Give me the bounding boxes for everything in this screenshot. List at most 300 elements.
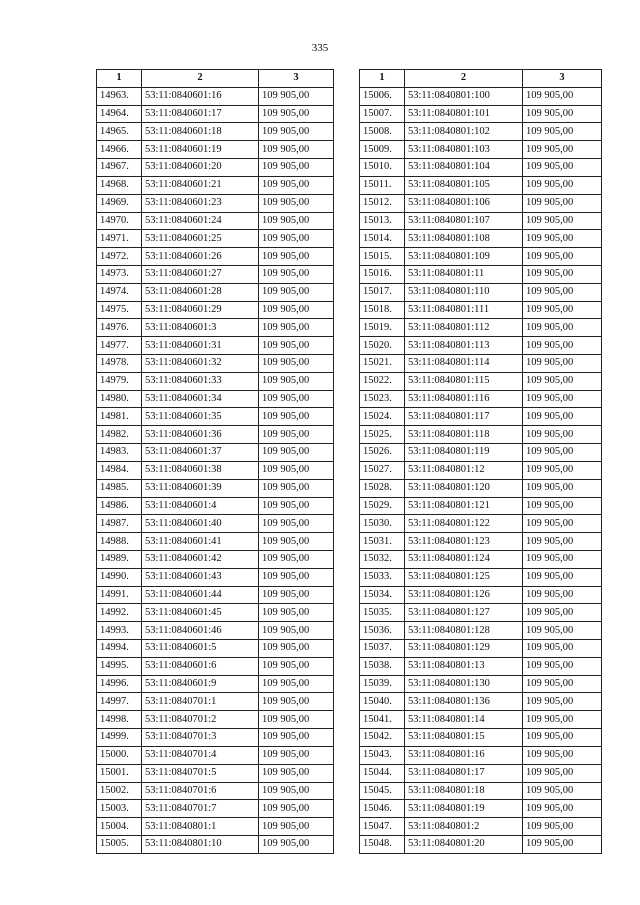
row-number: 15047.	[360, 818, 405, 836]
cadastral-number: 53:11:0840801:121	[405, 497, 523, 515]
cadastral-number: 53:11:0840801:20	[405, 835, 523, 853]
table-row	[360, 657, 602, 675]
cadastral-number: 53:11:0840801:1	[142, 818, 259, 836]
row-number: 15020.	[360, 337, 405, 355]
row-number: 15038.	[360, 657, 405, 675]
cadastral-value: 109 905,00	[259, 105, 334, 123]
table-row	[360, 729, 602, 747]
table-row	[360, 746, 602, 764]
cadastral-number: 53:11:0840801:109	[405, 248, 523, 266]
row-number: 14966.	[97, 141, 142, 159]
cadastral-number: 53:11:0840601:20	[142, 159, 259, 177]
row-number: 15016.	[360, 265, 405, 283]
table-row	[97, 515, 334, 533]
cadastral-number: 53:11:0840801:125	[405, 568, 523, 586]
row-number: 15018.	[360, 301, 405, 319]
table-row	[360, 461, 602, 479]
row-number: 14971.	[97, 230, 142, 248]
row-number: 15014.	[360, 230, 405, 248]
cadastral-value: 109 905,00	[523, 568, 602, 586]
row-number: 15042.	[360, 729, 405, 747]
cadastral-value: 109 905,00	[259, 586, 334, 604]
cadastral-number: 53:11:0840601:42	[142, 550, 259, 568]
cadastral-value: 109 905,00	[523, 497, 602, 515]
cadastral-value: 109 905,00	[523, 746, 602, 764]
cadastral-value: 109 905,00	[523, 586, 602, 604]
cadastral-value: 109 905,00	[259, 835, 334, 853]
row-number: 15003.	[97, 800, 142, 818]
column-header-number: 1	[97, 70, 142, 88]
cadastral-number: 53:11:0840601:33	[142, 372, 259, 390]
cadastral-number: 53:11:0840601:34	[142, 390, 259, 408]
cadastral-number: 53:11:0840601:16	[142, 87, 259, 105]
row-number: 15005.	[97, 835, 142, 853]
cadastral-value: 109 905,00	[523, 675, 602, 693]
row-number: 15027.	[360, 461, 405, 479]
row-number: 14998.	[97, 711, 142, 729]
cadastral-number: 53:11:0840801:119	[405, 444, 523, 462]
cadastral-value: 109 905,00	[523, 337, 602, 355]
cadastral-value: 109 905,00	[523, 604, 602, 622]
cadastral-value: 109 905,00	[259, 604, 334, 622]
row-number: 15031.	[360, 533, 405, 551]
cadastral-number: 53:11:0840601:26	[142, 248, 259, 266]
table-row	[360, 105, 602, 123]
cadastral-value: 109 905,00	[523, 248, 602, 266]
cadastral-value: 109 905,00	[259, 248, 334, 266]
table-row	[97, 87, 334, 105]
table-row	[360, 283, 602, 301]
cadastral-number: 53:11:0840601:41	[142, 533, 259, 551]
row-number: 14965.	[97, 123, 142, 141]
cadastral-number: 53:11:0840801:124	[405, 550, 523, 568]
table-row	[97, 301, 334, 319]
row-number: 14993.	[97, 622, 142, 640]
row-number: 15036.	[360, 622, 405, 640]
table-row	[360, 622, 602, 640]
cadastral-number: 53:11:0840801:112	[405, 319, 523, 337]
cadastral-value: 109 905,00	[259, 550, 334, 568]
row-number: 14979.	[97, 372, 142, 390]
table-row	[360, 87, 602, 105]
table-row	[97, 818, 334, 836]
table-row	[97, 550, 334, 568]
table-row	[97, 372, 334, 390]
table-row	[360, 176, 602, 194]
row-number: 15001.	[97, 764, 142, 782]
cadastral-value: 109 905,00	[523, 657, 602, 675]
row-number: 15012.	[360, 194, 405, 212]
row-number: 14964.	[97, 105, 142, 123]
cadastral-value: 109 905,00	[259, 141, 334, 159]
row-number: 14982.	[97, 426, 142, 444]
table-row	[360, 693, 602, 711]
cadastral-value: 109 905,00	[523, 176, 602, 194]
table-row	[97, 141, 334, 159]
table-row	[97, 265, 334, 283]
cadastral-number: 53:11:0840801:105	[405, 176, 523, 194]
cadastral-value: 109 905,00	[259, 461, 334, 479]
cadastral-value: 109 905,00	[523, 782, 602, 800]
cadastral-value: 109 905,00	[259, 800, 334, 818]
cadastral-number: 53:11:0840801:129	[405, 640, 523, 658]
cadastral-number: 53:11:0840601:37	[142, 444, 259, 462]
column-header-value: 3	[523, 70, 602, 88]
cadastral-number: 53:11:0840801:11	[405, 265, 523, 283]
table-row	[360, 550, 602, 568]
row-number: 15044.	[360, 764, 405, 782]
cadastral-number: 53:11:0840801:18	[405, 782, 523, 800]
cadastral-number: 53:11:0840701:7	[142, 800, 259, 818]
row-number: 14985.	[97, 479, 142, 497]
cadastral-number: 53:11:0840801:120	[405, 479, 523, 497]
row-number: 15013.	[360, 212, 405, 230]
row-number: 15004.	[97, 818, 142, 836]
table-row	[97, 835, 334, 853]
cadastral-number: 53:11:0840801:118	[405, 426, 523, 444]
table-row	[97, 604, 334, 622]
row-number: 15033.	[360, 568, 405, 586]
cadastral-value: 109 905,00	[259, 408, 334, 426]
table-row	[360, 194, 602, 212]
table-row	[97, 123, 334, 141]
cadastral-value: 109 905,00	[259, 515, 334, 533]
cadastral-value: 109 905,00	[259, 640, 334, 658]
table-row	[360, 444, 602, 462]
row-number: 15034.	[360, 586, 405, 604]
table-row	[360, 355, 602, 373]
cadastral-number: 53:11:0840801:100	[405, 87, 523, 105]
cadastral-number: 53:11:0840601:28	[142, 283, 259, 301]
row-number: 15007.	[360, 105, 405, 123]
row-number: 14978.	[97, 355, 142, 373]
table-row	[97, 461, 334, 479]
cadastral-number: 53:11:0840601:27	[142, 265, 259, 283]
cadastral-value: 109 905,00	[259, 194, 334, 212]
table-row	[360, 568, 602, 586]
table-row	[360, 301, 602, 319]
table-row	[97, 800, 334, 818]
column-header-number: 1	[360, 70, 405, 88]
table-row	[360, 604, 602, 622]
cadastral-number: 53:11:0840801:123	[405, 533, 523, 551]
cadastral-value: 109 905,00	[523, 87, 602, 105]
cadastral-value: 109 905,00	[259, 230, 334, 248]
cadastral-value: 109 905,00	[259, 729, 334, 747]
row-number: 15035.	[360, 604, 405, 622]
cadastral-number: 53:11:0840801:104	[405, 159, 523, 177]
table-row	[360, 675, 602, 693]
cadastral-number: 53:11:0840801:101	[405, 105, 523, 123]
row-number: 15025.	[360, 426, 405, 444]
cadastral-number: 53:11:0840801:19	[405, 800, 523, 818]
cadastral-value: 109 905,00	[259, 444, 334, 462]
cadastral-value: 109 905,00	[259, 764, 334, 782]
cadastral-value: 109 905,00	[523, 372, 602, 390]
row-number: 14963.	[97, 87, 142, 105]
cadastral-value: 109 905,00	[523, 212, 602, 230]
cadastral-value: 109 905,00	[259, 355, 334, 373]
cadastral-value: 109 905,00	[259, 693, 334, 711]
table-row	[97, 337, 334, 355]
cadastral-value: 109 905,00	[259, 319, 334, 337]
cadastral-value: 109 905,00	[259, 212, 334, 230]
cadastral-number: 53:11:0840601:35	[142, 408, 259, 426]
table-row	[97, 640, 334, 658]
cadastral-number: 53:11:0840601:36	[142, 426, 259, 444]
cadastral-number: 53:11:0840601:39	[142, 479, 259, 497]
table-row	[360, 265, 602, 283]
cadastral-value: 109 905,00	[523, 711, 602, 729]
cadastral-value: 109 905,00	[259, 372, 334, 390]
cadastral-number: 53:11:0840801:110	[405, 283, 523, 301]
cadastral-value: 109 905,00	[523, 230, 602, 248]
cadastral-number: 53:11:0840601:25	[142, 230, 259, 248]
cadastral-number: 53:11:0840801:14	[405, 711, 523, 729]
cadastral-number: 53:11:0840601:21	[142, 176, 259, 194]
table-row	[97, 105, 334, 123]
table-row	[97, 230, 334, 248]
row-number: 14991.	[97, 586, 142, 604]
cadastral-number: 53:11:0840801:115	[405, 372, 523, 390]
table-row	[97, 176, 334, 194]
cadastral-number: 53:11:0840601:23	[142, 194, 259, 212]
cadastral-number: 53:11:0840601:4	[142, 497, 259, 515]
row-number: 15008.	[360, 123, 405, 141]
cadastral-value: 109 905,00	[523, 835, 602, 853]
cadastral-number: 53:11:0840801:2	[405, 818, 523, 836]
row-number: 14975.	[97, 301, 142, 319]
row-number: 14970.	[97, 212, 142, 230]
table-row	[97, 711, 334, 729]
table-row	[360, 764, 602, 782]
cadastral-number: 53:11:0840801:114	[405, 355, 523, 373]
row-number: 14977.	[97, 337, 142, 355]
cadastral-table-left	[96, 69, 334, 854]
table-row	[97, 622, 334, 640]
cadastral-number: 53:11:0840601:5	[142, 640, 259, 658]
table-row	[360, 640, 602, 658]
row-number: 14990.	[97, 568, 142, 586]
row-number: 14980.	[97, 390, 142, 408]
cadastral-number: 53:11:0840601:17	[142, 105, 259, 123]
cadastral-value: 109 905,00	[523, 818, 602, 836]
table-row	[360, 711, 602, 729]
cadastral-value: 109 905,00	[259, 782, 334, 800]
cadastral-value: 109 905,00	[523, 319, 602, 337]
row-number: 14976.	[97, 319, 142, 337]
cadastral-value: 109 905,00	[523, 426, 602, 444]
table-row	[97, 426, 334, 444]
cadastral-number: 53:11:0840801:128	[405, 622, 523, 640]
row-number: 14974.	[97, 283, 142, 301]
cadastral-number: 53:11:0840601:32	[142, 355, 259, 373]
cadastral-value: 109 905,00	[523, 515, 602, 533]
cadastral-value: 109 905,00	[523, 194, 602, 212]
table-row	[360, 212, 602, 230]
cadastral-number: 53:11:0840601:44	[142, 586, 259, 604]
table-row	[360, 835, 602, 853]
table-row	[97, 568, 334, 586]
cadastral-value: 109 905,00	[523, 159, 602, 177]
cadastral-value: 109 905,00	[523, 283, 602, 301]
cadastral-value: 109 905,00	[523, 390, 602, 408]
cadastral-number: 53:11:0840601:43	[142, 568, 259, 586]
row-number: 14992.	[97, 604, 142, 622]
row-number: 15017.	[360, 283, 405, 301]
cadastral-number: 53:11:0840801:113	[405, 337, 523, 355]
cadastral-value: 109 905,00	[523, 265, 602, 283]
cadastral-number: 53:11:0840801:10	[142, 835, 259, 853]
row-number: 14987.	[97, 515, 142, 533]
table-row	[97, 782, 334, 800]
cadastral-value: 109 905,00	[523, 141, 602, 159]
row-number: 15032.	[360, 550, 405, 568]
table-row	[97, 194, 334, 212]
cadastral-value: 109 905,00	[523, 479, 602, 497]
cadastral-value: 109 905,00	[523, 693, 602, 711]
cadastral-value: 109 905,00	[259, 675, 334, 693]
row-number: 15040.	[360, 693, 405, 711]
cadastral-number: 53:11:0840801:111	[405, 301, 523, 319]
cadastral-value: 109 905,00	[523, 764, 602, 782]
table-row	[360, 818, 602, 836]
cadastral-number: 53:11:0840701:5	[142, 764, 259, 782]
cadastral-value: 109 905,00	[523, 729, 602, 747]
table-row	[97, 283, 334, 301]
row-number: 15000.	[97, 746, 142, 764]
cadastral-number: 53:11:0840601:38	[142, 461, 259, 479]
row-number: 14981.	[97, 408, 142, 426]
table-row	[360, 800, 602, 818]
row-number: 14983.	[97, 444, 142, 462]
cadastral-number: 53:11:0840601:29	[142, 301, 259, 319]
cadastral-value: 109 905,00	[523, 105, 602, 123]
cadastral-value: 109 905,00	[259, 497, 334, 515]
table-row	[97, 355, 334, 373]
row-number: 14999.	[97, 729, 142, 747]
cadastral-value: 109 905,00	[259, 426, 334, 444]
cadastral-number: 53:11:0840801:122	[405, 515, 523, 533]
cadastral-number: 53:11:0840601:31	[142, 337, 259, 355]
cadastral-value: 109 905,00	[259, 301, 334, 319]
cadastral-value: 109 905,00	[523, 355, 602, 373]
cadastral-value: 109 905,00	[259, 123, 334, 141]
cadastral-value: 109 905,00	[259, 390, 334, 408]
row-number: 15010.	[360, 159, 405, 177]
cadastral-value: 109 905,00	[259, 818, 334, 836]
cadastral-number: 53:11:0840801:106	[405, 194, 523, 212]
table-row	[97, 764, 334, 782]
table-row	[97, 444, 334, 462]
table-row	[360, 372, 602, 390]
cadastral-value: 109 905,00	[259, 283, 334, 301]
table-row	[360, 141, 602, 159]
cadastral-number: 53:11:0840601:46	[142, 622, 259, 640]
row-number: 15037.	[360, 640, 405, 658]
row-number: 14968.	[97, 176, 142, 194]
cadastral-value: 109 905,00	[523, 123, 602, 141]
table-row	[360, 159, 602, 177]
cadastral-value: 109 905,00	[523, 301, 602, 319]
cadastral-number: 53:11:0840801:102	[405, 123, 523, 141]
table-row	[97, 390, 334, 408]
table-row	[360, 497, 602, 515]
row-number: 15026.	[360, 444, 405, 462]
row-number: 15022.	[360, 372, 405, 390]
column-header-value: 3	[259, 70, 334, 88]
cadastral-number: 53:11:0840601:24	[142, 212, 259, 230]
row-number: 15039.	[360, 675, 405, 693]
cadastral-number: 53:11:0840801:13	[405, 657, 523, 675]
row-number: 14989.	[97, 550, 142, 568]
table-row	[97, 479, 334, 497]
cadastral-number: 53:11:0840701:3	[142, 729, 259, 747]
cadastral-value: 109 905,00	[259, 711, 334, 729]
table-row	[97, 408, 334, 426]
row-number: 14994.	[97, 640, 142, 658]
row-number: 15011.	[360, 176, 405, 194]
row-number: 14984.	[97, 461, 142, 479]
row-number: 14986.	[97, 497, 142, 515]
cadastral-number: 53:11:0840801:108	[405, 230, 523, 248]
cadastral-number: 53:11:0840701:2	[142, 711, 259, 729]
cadastral-number: 53:11:0840601:40	[142, 515, 259, 533]
table-row	[360, 533, 602, 551]
row-number: 14969.	[97, 194, 142, 212]
cadastral-value: 109 905,00	[523, 444, 602, 462]
row-number: 14988.	[97, 533, 142, 551]
row-number: 15048.	[360, 835, 405, 853]
table-row	[360, 408, 602, 426]
table-row	[97, 729, 334, 747]
cadastral-value: 109 905,00	[523, 550, 602, 568]
table-row	[97, 212, 334, 230]
cadastral-value: 109 905,00	[259, 176, 334, 194]
table-row	[97, 248, 334, 266]
cadastral-number: 53:11:0840601:19	[142, 141, 259, 159]
table-row	[97, 746, 334, 764]
table-row	[97, 586, 334, 604]
row-number: 15046.	[360, 800, 405, 818]
row-number: 15021.	[360, 355, 405, 373]
row-number: 15009.	[360, 141, 405, 159]
cadastral-number: 53:11:0840701:1	[142, 693, 259, 711]
table-row	[360, 248, 602, 266]
row-number: 15030.	[360, 515, 405, 533]
cadastral-number: 53:11:0840601:18	[142, 123, 259, 141]
cadastral-number: 53:11:0840801:136	[405, 693, 523, 711]
table-row	[360, 782, 602, 800]
table-row	[97, 675, 334, 693]
row-number: 15006.	[360, 87, 405, 105]
table-row	[97, 319, 334, 337]
cadastral-value: 109 905,00	[259, 657, 334, 675]
cadastral-number: 53:11:0840801:16	[405, 746, 523, 764]
header-row	[360, 70, 602, 88]
column-header-cadastral: 2	[405, 70, 523, 88]
row-number: 14995.	[97, 657, 142, 675]
table-row	[360, 515, 602, 533]
cadastral-value: 109 905,00	[523, 533, 602, 551]
cadastral-value: 109 905,00	[259, 87, 334, 105]
cadastral-number: 53:11:0840601:6	[142, 657, 259, 675]
cadastral-number: 53:11:0840801:130	[405, 675, 523, 693]
table-row	[360, 123, 602, 141]
cadastral-value: 109 905,00	[259, 337, 334, 355]
table-row	[360, 230, 602, 248]
table-row	[97, 497, 334, 515]
